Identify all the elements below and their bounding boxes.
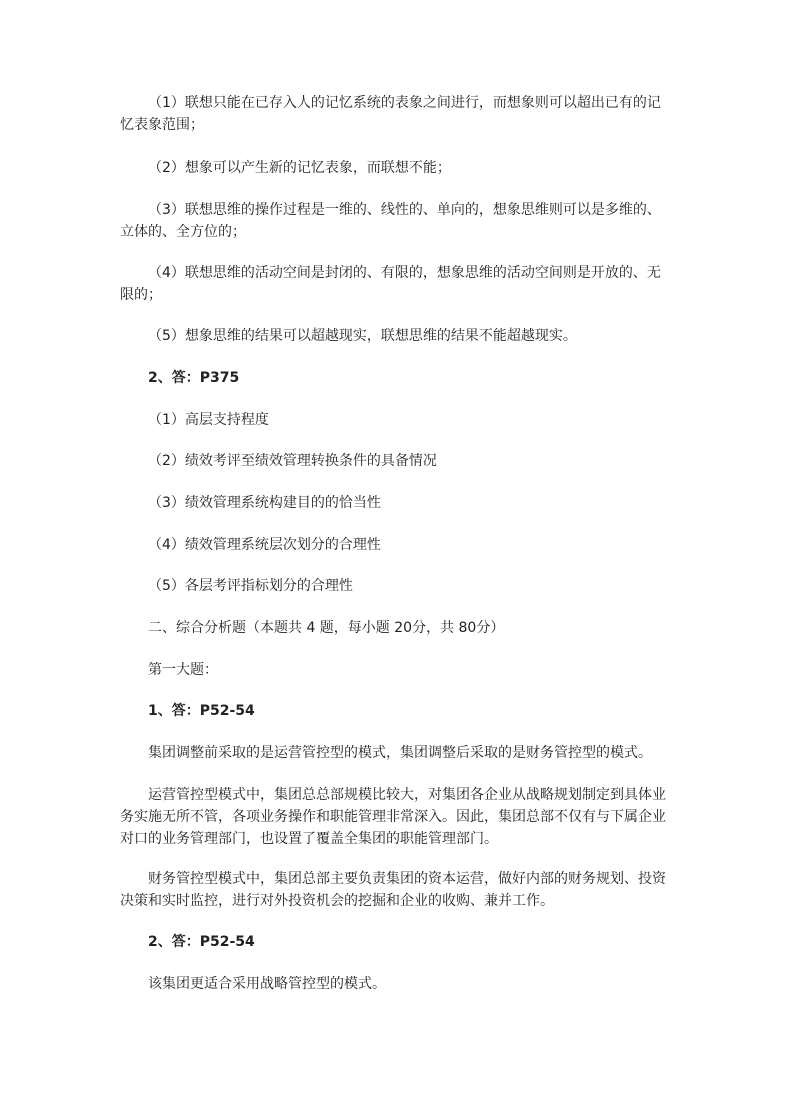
subsection-heading: 第一大题： — [148, 662, 218, 678]
paragraph: 运营管控型模式中，集团总总部规模比较大，对集团各企业从战略规划制定到具体业务实施无所不管，各项业务操作和职能管理非常深入。因此，集团总部不仅有与下属企业对口的业务管理部门，也设置了覆盖全集团的职能管理部门。 — [120, 787, 666, 847]
list-item: （3）绩效管理系统构建目的的恰当性 — [148, 495, 381, 511]
paragraph: 财务管控型模式中，集团总部主要负责集团的资本运营，做好内部的财务规划、投资决策和实时监控，进行对外投资机会的挖掘和企业的收购、兼并工作。 — [120, 871, 666, 909]
paragraph-3: （3）联想思维的操作过程是一维的、线性的、单向的，想象思维则可以是多维的、立体的、全方位的； — [120, 202, 661, 240]
answer-heading: 2、答：P375 — [148, 370, 240, 386]
paragraph-2: （2）想象可以产生新的记忆表象，而联想不能； — [148, 160, 451, 176]
answer-heading: 1、答：P52-54 — [148, 703, 255, 719]
section-heading: 二、综合分析题（本题共 4 题，每小题 20分，共 80分） — [148, 620, 505, 636]
answer-heading: 2、答：P52-54 — [148, 934, 255, 950]
list-item: （2）绩效考评至绩效管理转换条件的具备情况 — [148, 453, 437, 469]
paragraph-5: （5）想象思维的结果可以超越现实，联想思维的结果不能超越现实。 — [148, 328, 577, 344]
list-item: （1）高层支持程度 — [148, 412, 269, 428]
paragraph: 该集团更适合采用战略管控型的模式。 — [148, 976, 386, 992]
list-item: （4）绩效管理系统层次划分的合理性 — [148, 537, 381, 553]
paragraph: 集团调整前采取的是运营管控型的模式，集团调整后采取的是财务管控型的模式。 — [148, 745, 652, 761]
paragraph-1: （1）联想只能在已存入人的记忆系统的表象之间进行，而想象则可以超出已有的记忆表象范围； — [120, 95, 661, 133]
list-item: （5）各层考评指标划分的合理性 — [148, 578, 353, 594]
paragraph-4: （4）联想思维的活动空间是封闭的、有限的，想象思维的活动空间则是开放的、无限的； — [120, 265, 661, 303]
